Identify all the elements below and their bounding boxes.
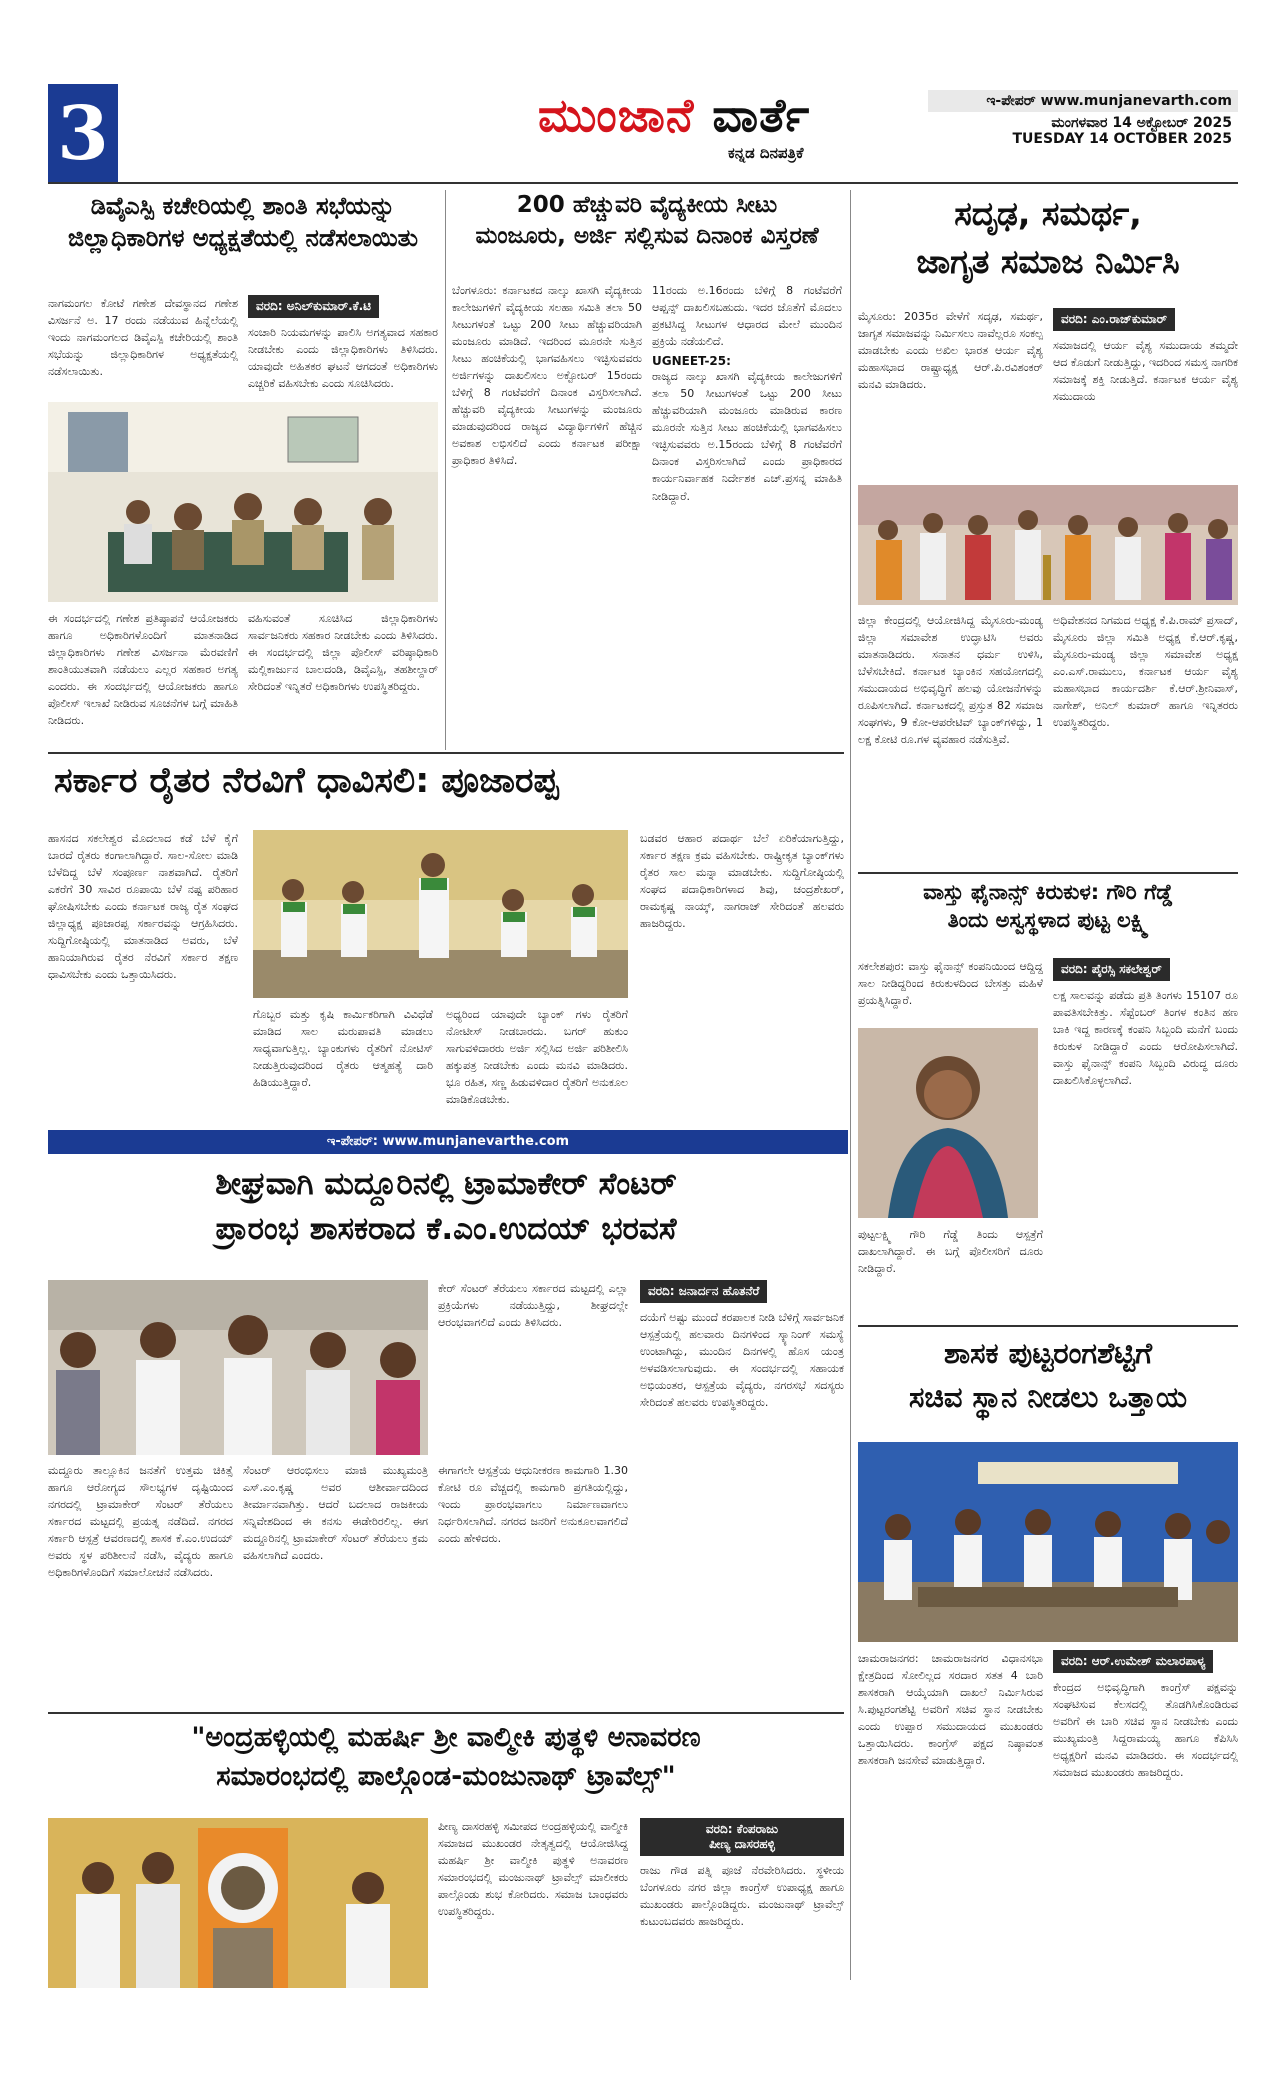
- trauma-photo: [48, 1280, 428, 1455]
- vastu-caption: ಪುಟ್ಟಲಕ್ಷ್ಮಿ ಗೌರಿ ಗೆಡ್ಡೆ ತಿಂದು ಆಸ್ಪತ್ರೆಗೆ ದಾಖಲಾಗಿದ್ದಾರೆ. ಈ ಬಗ್ಗೆ ಪೊಲೀಸರಿಗೆ ದೂರು ನೀಡಿದ್ದಾರೆ.: [858, 1228, 1043, 1276]
- society-col1: ಜಿಲ್ಲಾ ಕೇಂದ್ರದಲ್ಲಿ ಆಯೋಜಿಸಿದ್ದ ಮೈಸೂರು-ಮಂಡ್ಯ ಜಿಲ್ಲಾ ಸಮಾವೇಶ ಉದ್ಘಾಟಿಸಿ ಅವರು ಮಾತನಾಡಿದರು. ಸನಾತನ ಧರ್ಮ ಉಳಿಸಿ, ಬೆಳೆಸಬೇಕಿದೆ. ಕರ್ನಾಟಕ ಬ್ಯಾಂಕಿನ ಸಹಯೋಗದಲ್ಲಿ ಸಮುದಾಯದ ಅಭಿವೃದ್ಧಿಗೆ ಹಲವು ಯೋಜನೆಗಳನ್ನು ರೂಪಿಸಲಾಗಿದೆ. ಕರ್ನಾಟಕದಲ್ಲಿ ಪ್ರಸ್ತುತ 82 ಸಮಾಜ ಸಂಘಗಳು, 9 ಕೋ-ಆಪರೇಟಿವ್ ಬ್ಯಾಂಕ್‌ಗಳಿದ್ದು, 1 ಲಕ್ಷ ಕೋಟಿ ರೂ.ಗಳ ವ್ಯವಹಾರ ನಡೆಸುತ್ತಿವೆ.: [858, 614, 1043, 747]
- society-col2: ಅಧಿವೇಶನದ ನಿಗಮದ ಅಧ್ಯಕ್ಷ ಕೆ.ಪಿ.ರಾಮ್ ಪ್ರಸಾದ್, ಮೈಸೂರು ಜಿಲ್ಲಾ ಸಮಿತಿ ಅಧ್ಯಕ್ಷ ಕೆ.ಆರ್.ಕೃಷ್ಣ, ಮೈಸೂರು-ಮಂಡ್ಯ ಜಿಲ್ಲಾ ಸಮಾವೇಶ ಅಧ್ಯಕ್ಷ ಎಂ.ಎಸ್.ರಾಮುಲು, ಕರ್ನಾಟಕ ಆರ್ಯ ವೈಶ್ಯ ಮಹಾಸಭಾದ ಕಾರ್ಯದರ್ಶಿ ಕೆ.ಆರ್.ಶ್ರೀನಿವಾಸ್, ನಾಗೇಶ್, ಅನಿಲ್ ಕುಮಾರ್ ಹಾಗೂ ಇನ್ನಿತರರು ಉಪಸ್ಥಿತರಿದ್ದರು.: [1053, 614, 1238, 730]
- medical-col2-box: [652, 282, 842, 505]
- masthead-divider: [48, 182, 1238, 184]
- peace-photo: [48, 402, 438, 602]
- article-medical-seats: [452, 190, 842, 750]
- article-society: [858, 190, 1238, 870]
- vastu-headline-line2: ತಿಂದು ಅಸ್ವಸ್ಥಳಾದ ಪುಟ್ಟ ಲಕ್ಷ್ಮಿ: [947, 908, 1149, 933]
- mla-visit-photo-icon: [48, 1280, 428, 1455]
- society-side-text: ಸಮಾಜದಲ್ಲಿ ಆರ್ಯ ವೈಶ್ಯ ಸಮುದಾಯ ತಮ್ಮದೇ ಆದ ಕೊಡುಗೆ ನೀಡುತ್ತಿದ್ದು, ಇದರಿಂದ ಸಮಸ್ತ ನಾಗರಿಕ ಸಮಾಜಕ್ಕೆ ಶಕ್ತಿ ನೀಡುತ್ತಿದೆ. ಕರ್ನಾಟಕ ಆರ್ಯ ವೈಶ್ಯ ಸಮುದಾಯ: [1053, 339, 1238, 404]
- statue-unveiling-photo-icon: [48, 1818, 428, 1988]
- valmiki-byline-box: [640, 1818, 844, 1930]
- vastu-byline-box: [1053, 958, 1238, 1089]
- section-divider: [48, 1712, 844, 1714]
- peace-side-text: ಸಂಚಾರಿ ನಿಯಮಗಳನ್ನು ಪಾಲಿಸಿ ಅಗತ್ಯವಾದ ಸಹಕಾರ ನೀಡಬೇಕು ಎಂದು ಜಿಲ್ಲಾಧಿಕಾರಿಗಳು ತಿಳಿಸಿದರು. ಯಾವುದೇ ಅಹಿತಕರ ಘಟನೆ ಆಗದಂತೆ ಅಧಿಕಾರಿಗಳು ಎಚ್ಚರಿಕೆ ವಹಿಸಬೇಕು ಎಂದು ಸೂಚಿಸಿದರು.: [248, 326, 438, 391]
- trauma-byline: ವರದಿ: ಜನಾರ್ದನ ಹೊತನೆರೆ: [640, 1280, 767, 1303]
- column-divider: [850, 190, 851, 1980]
- medical-subheading: UGNEET-25:: [652, 354, 731, 369]
- society-headline: [858, 190, 1238, 286]
- valmiki-headline-line2: ಸಮಾರಂಭದಲ್ಲಿ ಪಾಲ್ಗೊಂಡ-ಮಂಜುನಾಥ್ ಟ್ರಾವೆಲ್ಸ್": [216, 1761, 676, 1793]
- trauma-col3: ಈಗಾಗಲೇ ಆಸ್ಪತ್ರೆಯ ಆಧುನೀಕರಣ ಕಾಮಗಾರಿ 1.30 ಕೋಟಿ ರೂ ವೆಚ್ಚದಲ್ಲಿ ಕಾಮಗಾರಿ ಪ್ರಗತಿಯಲ್ಲಿದ್ದು, ಇಂದು ಪ್ರಾರಂಭವಾಗಲು ನಿರ್ಮಾಣವಾಗಲು ನಿರ್ಧರಿಸಲಾಗಿದೆ. ನಗರದ ಜನರಿಗೆ ಅನುಕೂಲವಾಗಲಿದೆ ಎಂದು ಹೇಳಿದರು.: [438, 1464, 628, 1546]
- trauma-headline-line2: ಪ್ರಾರಂಭ ಶಾಸಕರಾದ ಕೆ.ಎಂ.ಉದಯ್ ಭರವಸೆ: [215, 1210, 677, 1247]
- tagline: ಕನ್ನಡ ದಿನಪತ್ರಿಕೆ: [728, 144, 804, 162]
- website-link[interactable]: ಇ-ಪೇಪರ್ www.munjanevarth.com: [928, 90, 1238, 112]
- article-trauma-care: [48, 1162, 844, 1722]
- peace-headline-line2: ಜಿಲ್ಲಾಧಿಕಾರಿಗಳ ಅಧ್ಯಕ್ಷತೆಯಲ್ಲಿ ನಡೆಸಲಾಯಿತು: [67, 224, 419, 253]
- mla-byline-box: [1053, 1650, 1238, 1781]
- mla-headline: [858, 1332, 1238, 1419]
- vastu-lead: ಸಕಲೇಶಪುರ: ವಾಸ್ತು ಫೈನಾನ್ಸ್ ಕಂಪನಿಯಿಂದ ಆದ್ದಿದ್ದ ಸಾಲ ನೀಡಿದ್ದರಿಂದ ಕಿರುಕುಳದಿಂದ ಬೇಸತ್ತು ಮಹಿಳೆ ಪ್ರಯತ್ನಿಸಿದ್ದಾರೆ.: [858, 960, 1043, 1008]
- mla-headline-line2: ಸಚಿವ ಸ್ಥಾನ ನೀಡಲು ಒತ್ತಾಯ: [908, 1379, 1188, 1414]
- mla-byline: ವರದಿ: ಆರ್.ಉಮೇಶ್ ಮಲಾರಪಾಳ್ಯ: [1053, 1650, 1213, 1673]
- farmers-col2: ಗೊಬ್ಬರ ಮತ್ತು ಕೃಷಿ ಕಾರ್ಮಿಕರಿಗಾಗಿ ವಿವಿಧೆಡೆ ಮಾಡಿದ ಸಾಲ ಮರುಪಾವತಿ ಮಾಡಲು ಸಾಧ್ಯವಾಗುತ್ತಿಲ್ಲ. ಬ್ಯಾಂಕುಗಳು ರೈತರಿಗೆ ನೋಟಿಸ್ ನೀಡುತ್ತಿರುವುದರಿಂದ ರೈತರು ಆತ್ಮಹತ್ಯೆ ದಾರಿ ಹಿಡಿಯುತ್ತಿದ್ದಾರೆ.: [253, 1008, 433, 1090]
- peace-lead: ನಾಗಮಂಗಲ ಕೋಟೆ ಗಣೇಶ ದೇವಸ್ಥಾನದ ಗಣೇಶ ವಿಸರ್ಜನೆ ಅ. 17 ರಂದು ನಡೆಯುವ ಹಿನ್ನೆಲೆಯಲ್ಲಿ ಇಂದು ನಾಗಮಂಗಲದ ಡಿವೈಎಸ್ಪಿ ಕಚೇರಿಯಲ್ಲಿ ಶಾಂತಿ ಸಭೆಯನ್ನು ಜಿಲ್ಲಾಧಿಕಾರಿಗಳ ಅಧ್ಯಕ್ಷತೆಯಲ್ಲಿ ನಡೆಸಲಾಯಿತು.: [48, 297, 238, 379]
- society-byline-box: [1053, 308, 1238, 405]
- lamp-lighting-photo-icon: [858, 485, 1238, 605]
- edition-info: [928, 90, 1238, 147]
- article-mla-minister: [858, 1332, 1238, 1992]
- logo-part2: ವಾರ್ತೆ: [712, 88, 811, 142]
- valmiki-byline: [640, 1818, 844, 1856]
- valmiki-headline: [48, 1718, 844, 1796]
- farmers-col1: ಹಾಸನದ ಸಕಲೇಶ್ವರ ಮೊದಲಾದ ಕಡೆ ಬೆಳೆ ಕೈಗೆ ಬಾರದೆ ರೈತರು ಕಂಗಾಲಾಗಿದ್ದಾರೆ. ಸಾಲ-ಸೋಲ ಮಾಡಿ ಬೆಳೆದಿದ್ದ ಬೆಳೆ ಸಂಪೂರ್ಣ ನಾಶವಾಗಿದೆ. ರೈತರಿಗೆ ಎಕರೆಗೆ 30 ಸಾವಿರ ರೂಪಾಯಿ ಬೆಳೆ ನಷ್ಟ ಪರಿಹಾರ ಘೋಷಿಸಬೇಕು ಎಂದು ಕರ್ನಾಟಕ ರಾಜ್ಯ ರೈತ ಸಂಘದ ಜಿಲ್ಲಾಧ್ಯಕ್ಷ ಪೂಜಾರಪ್ಪ ಸರ್ಕಾರವನ್ನು ಆಗ್ರಹಿಸಿದರು. ಸುದ್ದಿಗೋಷ್ಠಿಯಲ್ಲಿ ಮಾತನಾಡಿದ ಅವರು, ಬೆಳೆ ಹಾನಿಯಾಗಿರುವ ರೈತರ ನೆರವಿಗೆ ಸರ್ಕಾರ ತಕ್ಷಣ ಧಾವಿಸಬೇಕು ಎಂದು ಒತ್ತಾಯಿಸಿದರು.: [48, 832, 238, 982]
- trauma-side-text: ಕೇರ್ ಸೆಂಟರ್ ತೆರೆಯಲು ಸರ್ಕಾರದ ಮಟ್ಟದಲ್ಲಿ ಎಲ್ಲಾ ಪ್ರಕ್ರಿಯೆಗಳು ನಡೆಯುತ್ತಿದ್ದು, ಶೀಘ್ರದಲ್ಲೇ ಆರಂಭವಾಗಲಿದೆ ಎಂದು ತಿಳಿಸಿದರು.: [438, 1282, 628, 1330]
- peace-meeting-photo-icon: [48, 402, 438, 602]
- valmiki-byline-line1: ವರದಿ: ಕೆಂಪರಾಜು: [705, 1822, 779, 1836]
- epaper-banner[interactable]: ಇ-ಪೇಪರ್: www.munjanevarthe.com: [48, 1130, 848, 1154]
- valmiki-byline-line2: ಪೀಣ್ಯ ದಾಸರಹಳ್ಳಿ: [709, 1837, 775, 1851]
- farmers-col4: ಬಡವರ ಆಹಾರ ಪದಾರ್ಥ ಬೆಲೆ ಏರಿಕೆಯಾಗುತ್ತಿದ್ದು, ಸರ್ಕಾರ ತಕ್ಷಣ ಕ್ರಮ ವಹಿಸಬೇಕು. ರಾಷ್ಟ್ರೀಕೃತ ಬ್ಯಾಂಕ್‌ಗಳು ರೈತರ ಸಾಲ ಮನ್ನಾ ಮಾಡಬೇಕು. ಸುದ್ದಿಗೋಷ್ಠಿಯಲ್ಲಿ ಸಂಘದ ಪದಾಧಿಕಾರಿಗಳಾದ ಶಿವು, ಚಂದ್ರಶೇಖರ್, ರಾಮಕೃಷ್ಣ ನಾಯ್ಕ್, ನಾಗರಾಜ್ ಸೇರಿದಂತೆ ಹಲವರು ಹಾಜರಿದ್ದರು.: [640, 832, 844, 931]
- medical-col2: 11ರಂದು ಅ.16ರಂದು ಬೆಳಿಗ್ಗೆ 8 ಗಂಟೆವರೆಗೆ ಆಪ್ಷನ್ಸ್ ದಾಖಲಿಸಬಹುದು. ಇದರ ಜೊತೆಗೆ ಮೊದಲು ಪ್ರಕಟಿಸಿದ್ದ ಸೀಟುಗಳ ಆಧಾರದ ಮೇಲೆ ಮುಂದಿನ ಪ್ರಕ್ರಿಯೆ ನಡೆಯಲಿದೆ.: [652, 284, 842, 349]
- date-kannada: ಮಂಗಳವಾರ 14 ಅಕ್ಟೋಬರ್ 2025: [1051, 115, 1232, 131]
- trauma-col4: ದಯೆಗೆ ಅಷ್ಟು ಮುಂದೆ ಕರಪಾಲಕ ನೀಡಿ ಬೆಳಿಗ್ಗೆ ಸಾರ್ವಜನಿಕ ಆಸ್ಪತ್ರೆಯಲ್ಲಿ ಹಲವಾರು ದಿನಗಳಿಂದ ಸ್ಕ್ಯಾನಿಂಗ್ ಸಮಸ್ಯೆ ಉಂಟಾಗಿದ್ದು, ಮುಂದಿನ ದಿನಗಳಲ್ಲಿ ಹೊಸ ಯಂತ್ರ ಅಳವಡಿಸಲಾಗುವುದು. ಈ ಸಂದರ್ಭದಲ್ಲಿ ಸಹಾಯಕ ಅಭಿಯಂತರ, ಆಸ್ಪತ್ರೆಯ ವೈದ್ಯರು, ನಗರಸಭೆ ಸದಸ್ಯರು ಸೇರಿದಂತೆ ಹಲವರು ಉಪಸ್ಥಿತರಿದ್ದರು.: [640, 1311, 844, 1410]
- newspaper-logo: [538, 88, 898, 148]
- logo-part1: ಮುಂಜಾನೆ: [538, 88, 695, 142]
- section-divider: [858, 1325, 1238, 1327]
- column-divider: [445, 190, 446, 750]
- trauma-headline-line1: ಶೀಘ್ರವಾಗಿ ಮದ್ದೂರಿನಲ್ಲಿ ಟ್ರಾಮಾಕೇರ್ ಸೆಂಟರ್: [215, 1166, 677, 1202]
- woman-portrait-photo-icon: [858, 1028, 1038, 1218]
- mla-col1: ಚಾಮರಾಜನಗರ: ಚಾಮರಾಜನಗರ ವಿಧಾನಸಭಾ ಕ್ಷೇತ್ರದಿಂದ ಸೋಲಿಲ್ಲದ ಸರದಾರ ಸತತ 4 ಬಾರಿ ಶಾಸಕರಾಗಿ ಆಯ್ಕೆಯಾಗಿ ದಾಖಲೆ ನಿರ್ಮಿಸಿರುವ ಸಿ.ಪುಟ್ಟರಂಗಶೆಟ್ಟಿ ಅವರಿಗೆ ಸಚಿವ ಸ್ಥಾನ ನೀಡಬೇಕು ಎಂದು ಉಪ್ಪಾರ ಸಮುದಾಯದ ಮುಖಂಡರು ಒತ್ತಾಯಿಸಿದರು. ಕಾಂಗ್ರೆಸ್ ಪಕ್ಷದ ನಿಷ್ಠಾವಂತ ಶಾಸಕರಾಗಿ ಜನಸೇವೆ ಮಾಡುತ್ತಿದ್ದಾರೆ.: [858, 1652, 1043, 1768]
- valmiki-col2: ರಾಜು ಗೌಡ ಪತ್ನಿ ಪೂಜೆ ನೆರವೇರಿಸಿದರು. ಸ್ಥಳೀಯ ಬೆಂಗಳೂರು ನಗರ ಜಿಲ್ಲಾ ಕಾಂಗ್ರೆಸ್ ಉಪಾಧ್ಯಕ್ಷ ಹಾಗೂ ಮುಖಂಡರು ಪಾಲ್ಗೊಂಡಿದ್ದರು. ಮಂಜುನಾಥ್ ಟ್ರಾವೆಲ್ಸ್ ಕುಟುಂಬದವರು ಹಾಜರಿದ್ದರು.: [640, 1864, 844, 1929]
- society-headline-line1: ಸದೃಢ, ಸಮರ್ಥ,: [954, 194, 1142, 233]
- mla-photo: [858, 1442, 1238, 1642]
- medical-headline-line2: ಮಂಜೂರು, ಅರ್ಜಿ ಸಲ್ಲಿಸುವ ದಿನಾಂಕ ವಿಸ್ತರಣೆ: [475, 223, 819, 250]
- peace-byline: ವರದಿ: ಅನಿಲ್‌ಕುಮಾರ್.ಕೆ.ಟಿ: [248, 295, 379, 318]
- farmers-photo: [253, 830, 628, 998]
- medical-col2b: ರಾಜ್ಯದ ನಾಲ್ಕು ಖಾಸಗಿ ವೈದ್ಯಕೀಯ ಕಾಲೇಜುಗಳಿಗೆ ತಲಾ 50 ಸೀಟುಗಳಂತೆ ಒಟ್ಟು 200 ಸೀಟು ಹೆಚ್ಚುವರಿಯಾಗಿ ಮಂಜೂರು ಮಾಡಿರುವ ಕಾರಣ ಮೂರನೇ ಸುತ್ತಿನ ಸೀಟು ಹಂಚಿಕೆಯಲ್ಲಿ ಭಾಗವಹಿಸಲು ಇಚ್ಛಿಸುವವರು ಅ.15ರಂದು ಬೆಳಿಗ್ಗೆ 8 ಗಂಟೆವರೆಗೆ ದಿನಾಂಕ ವಿಸ್ತರಿಸಲಾಗಿದೆ ಎಂದು ಪ್ರಾಧಿಕಾರದ ಕಾರ್ಯನಿರ್ವಾಹಕ ನಿರ್ದೇಶಕ ಎಚ್.ಪ್ರಸನ್ನ ಮಾಹಿತಿ ನೀಡಿದ್ದಾರೆ.: [652, 370, 842, 503]
- society-byline: ವರದಿ: ಎಂ.ರಾಜ್‌ಕುಮಾರ್: [1053, 308, 1175, 331]
- valmiki-col1: ಪೀಣ್ಯ ದಾಸರಹಳ್ಳಿ ಸಮೀಪದ ಅಂದ್ರಹಳ್ಳಿಯಲ್ಲಿ ವಾಲ್ಮೀಕಿ ಸಮಾಜದ ಮುಖಂಡರ ನೇತೃತ್ವದಲ್ಲಿ ಆಯೋಜಿಸಿದ್ದ ಮಹರ್ಷಿ ಶ್ರೀ ವಾಲ್ಮೀಕಿ ಪುತ್ಥಳಿ ಅನಾವರಣ ಸಮಾರಂಭದಲ್ಲಿ ಮಂಜುನಾಥ್ ಟ್ರಾವೆಲ್ಸ್ ಮಾಲೀಕರು ಪಾಲ್ಗೊಂಡು ಶುಭ ಕೋರಿದರು. ಸಮಾಜ ಬಾಂಧವರು ಉಪಸ್ಥಿತರಿದ್ದರು.: [438, 1820, 628, 1919]
- valmiki-photo: [48, 1818, 428, 1988]
- society-lead: ಮೈಸೂರು: 2035ರ ವೇಳೆಗೆ ಸದೃಢ, ಸಮರ್ಥ, ಜಾಗೃತ ಸಮಾಜವನ್ನು ನಿರ್ಮಿಸಲು ನಾವೆಲ್ಲರೂ ಸಂಕಲ್ಪ ಮಾಡಬೇಕು ಎಂದು ಅಖಿಲ ಭಾರತ ಆರ್ಯ ವೈಶ್ಯ ಮಹಾಸಭಾದ ರಾಷ್ಟ್ರಾಧ್ಯಕ್ಷ ಆರ್.ಪಿ.ರವಿಶಂಕರ್ ಮನವಿ ಮಾಡಿದರು.: [858, 310, 1043, 392]
- peace-byline-box: [248, 295, 438, 392]
- trauma-headline: [48, 1162, 844, 1252]
- medical-headline: [452, 190, 842, 252]
- trauma-col1: ಮದ್ದೂರು ತಾಲ್ಲೂಕಿನ ಜನತೆಗೆ ಉತ್ತಮ ಚಿಕಿತ್ಸೆ ಹಾಗೂ ಆರೋಗ್ಯದ ಸೌಲಭ್ಯಗಳ ದೃಷ್ಟಿಯಿಂದ ನಗರದಲ್ಲಿ ಟ್ರಾಮಾಕೇರ್ ಸೆಂಟರ್ ತೆರೆಯಲು ಸರ್ಕಾರದ ಮಟ್ಟದಲ್ಲಿ ಪ್ರಯತ್ನ ನಡೆದಿದೆ. ನಗರದ ಸರ್ಕಾರಿ ಆಸ್ಪತ್ರೆ ಆವರಣದಲ್ಲಿ ಶಾಸಕ ಕೆ.ಎಂ.ಉದಯ್ ಅವರು ಸ್ಥಳ ಪರಿಶೀಲನೆ ನಡೆಸಿ, ವೈದ್ಯರು ಹಾಗೂ ಅಧಿಕಾರಿಗಳೊಂದಿಗೆ ಸಮಾಲೋಚನೆ ನಡೆಸಿದರು.: [48, 1464, 233, 1580]
- mla-col2: ಕೇಂದ್ರದ ಅಭಿವೃದ್ಧಿಗಾಗಿ ಕಾಂಗ್ರೆಸ್ ಪಕ್ಷವನ್ನು ಸಂಘಟಿಸುವ ಕೆಲಸದಲ್ಲಿ ತೊಡಗಿಸಿಕೊಂಡಿರುವ ಅವರಿಗೆ ಈ ಬಾರಿ ಸಚಿವ ಸ್ಥಾನ ನೀಡಬೇಕು ಎಂದು ಮುಖ್ಯಮಂತ್ರಿ ಸಿದ್ದರಾಮಯ್ಯ ಹಾಗೂ ಕೆಪಿಸಿಸಿ ಅಧ್ಯಕ್ಷರಿಗೆ ಮನವಿ ಮಾಡಿದರು. ಈ ಸಂದರ್ಭದಲ್ಲಿ ಸಮಾಜದ ಮುಖಂಡರು ಹಾಜರಿದ್ದರು.: [1053, 1681, 1238, 1780]
- article-farmers: [48, 758, 844, 1128]
- mla-headline-line1: ಶಾಸಕ ಪುಟ್ಟರಂಗಶೆಟ್ಟಿಗೆ: [943, 1336, 1153, 1370]
- farmers-col3: ಅಧ್ಯರಿಂದ ಯಾವುದೇ ಬ್ಯಾಂಕ್ ಗಳು ರೈತರಿಗೆ ನೋಟೀಸ್ ನೀಡಬಾರದು. ಬಗರ್ ಹುಕುಂ ಸಾಗುವಳಿದಾರರು ಅರ್ಜಿ ಸಲ್ಲಿಸಿದ ಅರ್ಜಿ ಪರಿಶೀಲಿಸಿ ಹಕ್ಕುಪತ್ರ ನೀಡಬೇಕು ಎಂದು ಮನವಿ ಮಾಡಿದರು. ಭೂ ರಹಿತ, ಸಣ್ಣ ಹಿಡುವಳಿದಾರ ರೈತರಿಗೆ ಅನುಕೂಲ ಮಾಡಿಕೊಡಬೇಕು.: [446, 1008, 628, 1107]
- masthead: [48, 84, 1238, 184]
- peace-col1: ಈ ಸಂದರ್ಭದಲ್ಲಿ ಗಣೇಶ ಪ್ರತಿಷ್ಠಾಪನೆ ಆಯೋಜಕರು ಹಾಗೂ ಅಧಿಕಾರಿಗಳೊಂದಿಗೆ ಮಾತನಾಡಿದ ಜಿಲ್ಲಾಧಿಕಾರಿಗಳು ಗಣೇಶ ವಿಸರ್ಜನಾ ಮೆರವಣಿಗೆ ಶಾಂತಿಯುತವಾಗಿ ನಡೆಯಲು ಎಲ್ಲರ ಸಹಕಾರ ಅಗತ್ಯ ಎಂದರು. ಈ ಸಂದರ್ಭದಲ್ಲಿ ಆಯೋಜಕರು ಹಾಗೂ ಪೊಲೀಸ್ ಇಲಾಖೆ ನೀಡಿರುವ ಸೂಚನೆಗಳ ಬಗ್ಗೆ ಮಾಹಿತಿ ನೀಡಿದರು.: [48, 612, 238, 728]
- peace-headline-line1: ಡಿವೈಎಸ್ಪಿ ಕಚೇರಿಯಲ್ಲಿ ಶಾಂತಿ ಸಭೆಯನ್ನು: [90, 192, 396, 220]
- vastu-col1: ಲಕ್ಷ ಸಾಲವನ್ನು ಪಡೆದು ಪ್ರತಿ ತಿಂಗಳು 15107 ರೂ ಪಾವತಿಸಬೇಕಿತ್ತು. ಸೆಪ್ಟೆಂಬರ್ ತಿಂಗಳ ಕಂತಿನ ಹಣ ಬಾಕಿ ಇದ್ದ ಕಾರಣಕ್ಕೆ ಕಂಪನಿ ಸಿಬ್ಬಂದಿ ಮನೆಗೆ ಬಂದು ಕಿರುಕುಳ ನೀಡಿದ್ದಾರೆ ಎಂದು ಆರೋಪಿಸಲಾಗಿದೆ. ವಾಸ್ತು ಫೈನಾನ್ಸ್ ಕಂಪನಿ ಸಿಬ್ಬಂದಿ ವಿರುದ್ಧ ದೂರು ದಾಖಲಿಸಿಕೊಳ್ಳಲಾಗಿದೆ.: [1053, 989, 1238, 1088]
- valmiki-headline-line1: "ಅಂದ್ರಹಳ್ಳಿಯಲ್ಲಿ ಮಹರ್ಷಿ ಶ್ರೀ ವಾಲ್ಮೀಕಿ ಪುತ್ಥಳಿ ಅನಾವರಣ: [191, 1722, 701, 1753]
- peace-headline: [48, 190, 438, 255]
- society-headline-line2: ಜಾಗೃತ ಸಮಾಜ ನಿರ್ಮಿಸಿ: [916, 241, 1180, 281]
- farmers-press-meet-photo-icon: [253, 830, 628, 998]
- medical-headline-line1: 200 ಹೆಚ್ಚುವರಿ ವೈದ್ಯಕೀಯ ಸೀಟು: [516, 192, 778, 218]
- article-peace-meeting: [48, 190, 438, 780]
- press-meet-photo-icon: [858, 1442, 1238, 1642]
- article-vastu-finance: [858, 878, 1238, 1318]
- section-divider: [858, 872, 1238, 874]
- farmers-headline: ಸರ್ಕಾರ ರೈತರ ನೆರವಿಗೆ ಧಾವಿಸಲಿ: ಪೂಜಾರಪ್ಪ: [54, 761, 559, 801]
- peace-col2: ವಹಿಸುವಂತೆ ಸೂಚಿಸಿದ ಜಿಲ್ಲಾಧಿಕಾರಿಗಳು ಸಾರ್ವಜನಿಕರು ಸಹಕಾರ ನೀಡಬೇಕು ಎಂದು ತಿಳಿಸಿದರು. ಈ ಸಂದರ್ಭದಲ್ಲಿ ಜಿಲ್ಲಾ ಪೊಲೀಸ್ ವರಿಷ್ಠಾಧಿಕಾರಿ ಮಲ್ಲಿಕಾರ್ಜುನ ಬಾಲದಂಡಿ, ಡಿವೈಎಸ್ಪಿ, ತಹಶೀಲ್ದಾರ್ ಸೇರಿದಂತೆ ಇನ್ನಿತರೆ ಅಧಿಕಾರಿಗಳು ಉಪಸ್ಥಿತರಿದ್ದರು.: [248, 612, 438, 694]
- vastu-photo: [858, 1028, 1038, 1218]
- trauma-byline-box: [640, 1280, 844, 1411]
- vastu-headline: [858, 878, 1238, 935]
- page-number: 3: [48, 84, 118, 184]
- society-photo: [858, 485, 1238, 605]
- medical-col1: ಬೆಂಗಳೂರು: ಕರ್ನಾಟಕದ ನಾಲ್ಕು ಖಾಸಗಿ ವೈದ್ಯಕೀಯ ಕಾಲೇಜುಗಳಿಗೆ ವೈದ್ಯಕೀಯ ಸಲಹಾ ಸಮಿತಿ ತಲಾ 50 ಸೀಟುಗಳಂತೆ ಒಟ್ಟು 200 ಸೀಟು ಹೆಚ್ಚುವರಿಯಾಗಿ ಮಂಜೂರು ಮಾಡಿದೆ. ಇದರಿಂದ ಮೂರನೇ ಸುತ್ತಿನ ಸೀಟು ಹಂಚಿಕೆಯಲ್ಲಿ ಭಾಗವಹಿಸಲು ಇಚ್ಛಿಸುವವರು ಅರ್ಜಿಗಳನ್ನು ದಾಖಲಿಸಲು ಅಕ್ಟೋಬರ್ 15ರಂದು ಬೆಳಿಗ್ಗೆ 8 ಗಂಟೆವರೆಗೆ ದಿನಾಂಕ ವಿಸ್ತರಿಸಲಾಗಿದೆ. ಹೆಚ್ಚುವರಿ ವೈದ್ಯಕೀಯ ಸೀಟುಗಳನ್ನು ಮಂಜೂರು ಮಾಡುವುದರಿಂದ ರಾಜ್ಯದ ವಿದ್ಯಾರ್ಥಿಗಳಿಗೆ ಹೆಚ್ಚಿನ ಅವಕಾಶ ಲಭಿಸಲಿದೆ ಎಂದು ಕರ್ನಾಟಕ ಪರೀಕ್ಷಾ ಪ್ರಾಧಿಕಾರ ತಿಳಿಸಿದೆ.: [452, 284, 642, 468]
- article-valmiki: [48, 1718, 844, 1998]
- trauma-col2: ಸೆಂಟರ್ ಆರಂಭಿಸಲು ಮಾಜಿ ಮುಖ್ಯಮಂತ್ರಿ ಎಸ್.ಎಂ.ಕೃಷ್ಣ ಅವರ ಆಶೀರ್ವಾದದಿಂದ ತೀರ್ಮಾನವಾಗಿತ್ತು. ಆದರೆ ಬದಲಾದ ರಾಜಕೀಯ ಸನ್ನಿವೇಶದಿಂದ ಈ ಕನಸು ಈಡೇರಿರಲಿಲ್ಲ. ಈಗ ಮದ್ದೂರಿನಲ್ಲಿ ಟ್ರಾಮಾಕೇರ್ ಸೆಂಟರ್ ತೆರೆಯಲು ಕ್ರಮ ವಹಿಸಲಾಗಿದೆ ಎಂದರು.: [243, 1464, 428, 1563]
- section-divider: [48, 752, 844, 754]
- vastu-headline-line1: ವಾಸ್ತು ಫೈನಾನ್ಸ್ ಕಿರುಕುಳ: ಗೌರಿ ಗೆಡ್ಡೆ: [923, 880, 1173, 904]
- vastu-byline: ವರದಿ: ಪೈರಸ್ಸಿ ಸಕಲೇಶ್ವರ್: [1053, 958, 1170, 981]
- date-english: TUESDAY 14 OCTOBER 2025: [1012, 131, 1232, 147]
